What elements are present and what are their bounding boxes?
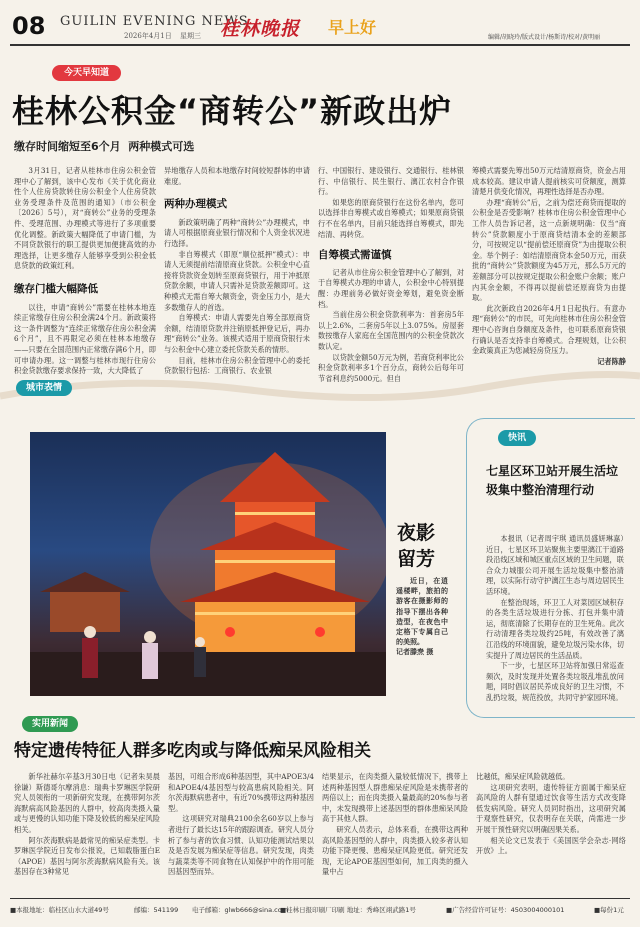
health-column-3: [322, 772, 468, 878]
subtitle-self-funded: 自筹模式需谨慎: [318, 249, 392, 262]
lead-column-1: [14, 166, 156, 377]
footer-email: 电子邮箱：glwb666@sina.com: [192, 906, 289, 914]
modes-body-1: 新政策明确了两种“商转公”办理模式，申请人可根据原商业银行情况和个人资金状况进行选择。: [164, 217, 310, 248]
quick-body-1: 本报讯（记者周宇琪 通讯员盛妍琳嘉）近日，七星区环卫站聚焦主要里漓江干道路段沿线区域和城区重点区域的卫生问题，联合众力城服公司开展生活垃圾集中整治清理，以实际行动守护漓江生态与周边居民生活环境。: [486, 534, 624, 596]
col3-body-3: 当前住房公积金贷款利率为：首套房5年以上2.6%，二套房5年以上3.075%。房屋套数按缴存人家庭在全国范围内的公积金贷款次数认定。: [318, 310, 464, 351]
health-c3b: 研究人员表示，总体来看，在携带这两种高风险基因型的人群中，肉类摄入较多者认知功能下降更慢、患痴呆症风险更低。研究还发现，无论APOE基因型如何，加工肉类的摄入量中占: [322, 824, 468, 877]
health-c4c: 相关论文已发表于《美国医学会杂志·网络开放》上。: [476, 835, 626, 856]
lead-threshold-body: 以往，申请“商转公”需要在桂林本地连续正常缴存住房公积金满24个月。新政策将这一条件调整为“连续正常缴存住房公积金满6个月”，且不再限定必须在桂林本地缴存——只要在全国范围内正常缴存满6个月，即可申请办理。这一调整与桂林市现行住房公积金贷款缴存要求保持一致，大大降低了: [14, 302, 156, 376]
subtitle-threshold: 缴存门槛大幅降低: [14, 282, 98, 295]
col2-top: 异地缴存人员和本地缴存时间较短群体的申请难度。: [164, 166, 310, 186]
footer-address: ■本报地址：临桂区山水大道49号: [10, 906, 109, 914]
lead-column-2: [164, 166, 310, 377]
health-column-2: [168, 772, 314, 878]
pavilion-illustration: [30, 432, 386, 696]
today-tag: 今天早知道: [52, 65, 121, 81]
quick-body: [486, 534, 624, 704]
quick-tag: 快讯: [498, 430, 536, 446]
photo-caption: [396, 576, 448, 658]
footer-bar: [10, 903, 630, 917]
col3-body-1: 如果您的原商贷银行在这份名单内，您可以选择非自筹模式或自筹模式；如果原商贷银行不在名单内，目前只能选择自筹模式，即先结清、再转贷。: [318, 197, 464, 239]
lead-headline: 桂林公积金“商转公”新政出炉: [12, 92, 453, 130]
col4-body-2: 此次新政自2026年4月1日起执行。有意办理“商转公”的市民，可先向桂林市住房公积金管理中心咨询自身额度及条件，也可联系原商贷银行确认是否支持非自筹模式。合理规划，让公积金政策真正为您减轻房贷压力。: [472, 303, 626, 356]
lead-column-3: [318, 166, 464, 384]
col3-body-4: 以贷款金额50万元为例，若商贷利率比公积金贷款利率多1个百分点，商转公后每年可节省利息约5000元。但自: [318, 352, 464, 383]
health-column-1: [14, 772, 160, 878]
photo-tag-wrap: [16, 375, 72, 394]
photo-credit: 记者滕焘 摄: [396, 647, 434, 657]
health-c1: 新华社赫尔辛基3月30日电（记者朱昊晨 徐谦）斯德哥尔摩消息：瑞典卡罗琳医学院研究人员领衔的一项新研究发现，在携带阿尔茨海默病高风险基因的人群中，较高肉类摄入量或与更慢的认知功能下降及较低的痴呆症风险相关。: [14, 772, 160, 834]
photo-title: 夜影留芳: [397, 522, 436, 570]
section-name: 早上好: [328, 18, 377, 37]
health-c2: 基因，可组合形成6种基因型，其中APOE3/4和APOE4/4基因型与较高患病风险相关。阿尔茨海默病患者中，有近70%携带这两种基因型。: [168, 772, 314, 813]
divider-wave: [0, 368, 640, 408]
issue-date: 2026年4月1日: [124, 32, 172, 40]
health-tag: 实用新闻: [22, 716, 78, 732]
health-c2b: 这项研究对瑞典2100余名60岁以上参与者进行了最长达15年的跟踪调查。研究人员分析了参与者的饮食习惯、认知功能测试结果以及是否发展为痴呆症等信息。研究发现，肉类与蔬菜类等不同食物在认知保护中的作用可能因基因型而异。: [168, 814, 314, 877]
health-tag-wrap: [22, 711, 78, 730]
photo-tag: 城市表情: [16, 380, 72, 396]
health-column-4: [476, 772, 626, 857]
footer-printer: ■桂林日报印刷厂印刷 地址：秀峰区翊武路1号: [280, 906, 416, 914]
modes-body-3: 自筹模式：申请人需要先自筹全部原商贷余额，结清原贷款并注销原抵押登记后，再办理“商转公”业务。该模式适用于原商贷银行未与公积金中心建立委托贷款关系的情形。: [164, 313, 310, 354]
quick-body-2: 在整治现场，环卫工人对菜园区域积存的各类生活垃圾进行分拣、打包并集中清运，彻底清除了长期存在的卫生死角。此次行动清理各类垃圾约25吨，有效改善了漓江沿线的环境面貌，避免垃圾污染水体，切实提升了周边居民的生活品质。: [486, 597, 624, 660]
health-c4: 比越低，痴呆症风险就越低。: [476, 772, 570, 781]
quick-tag-wrap: [498, 425, 536, 444]
col4-top: 筹模式需要先筹出50万元结清原商贷，资金占用成本较高。建议申请人提前核实可贷额度，测算清楚月供变化情况，再理性选择是否办理。: [472, 166, 626, 197]
quick-body-3: 下一步，七星区环卫站将加强日常巡查频次，及时发现并处置各类垃圾乱堆乱放问题，同时倡议居民养成良好的卫生习惯，不乱扔垃圾，规范投放，共同守护家园环境。: [486, 661, 624, 702]
lead-intro: 3月31日，记者从桂林市住房公积金管理中心了解到，该中心发布《关于优化商业性个人住房贷款转住房公积金个人住房贷款业务受理条件及范围的通知》（市公积金〔2026〕5号），对“商转公”业务的受理条件、受理范围、办理模式等进行了多项重要优化调整。新政策大幅降低了申请门槛，为不同贷款银行的职工提供更加便捷高效的办理选择，让更多缴存人能够享受到公积金低息贷款的政策红利。: [14, 166, 156, 271]
subtitle-modes: 两种办理模式: [164, 198, 227, 211]
health-c3: 结果显示，在肉类摄入量较低情况下，携带上述两种基因型人群患痴呆症风险是未携带者的两倍以上；而在肉类摄入量最高的20%参与者中，未发现携带上述基因型的群体患痴呆风险高于其他人群。: [322, 772, 468, 824]
col3-top: 行、中国银行、建设银行、交通银行、桂林银行、中信银行、民生银行、漓江农村合作银行。: [318, 166, 464, 197]
paper-name: GUILIN EVENING NEWS: [60, 14, 249, 29]
brand-logo: 桂林晚报: [220, 18, 301, 40]
lead-column-4: [472, 166, 626, 367]
health-c1b: 阿尔茨海默病是最常见的痴呆症类型。卡罗琳医学院近日发布公报说，已知载脂蛋白E（APOE）基因与阿尔茨海默病风险有关。该基因存在3种常见: [14, 835, 160, 877]
footer-license: ■广告经营许可证号：4503004000101: [446, 906, 565, 914]
editor-credits: 编辑/胡晓玲/版式设计/杨斯诗/校对/黄明丽: [488, 34, 601, 41]
modes-body-4: 目前，桂林市住房公积金管理中心的委托贷款银行包括：工商银行、农业银: [164, 355, 310, 376]
lead-tag: [52, 60, 121, 79]
page-number: 08: [12, 12, 46, 40]
header-rule: [10, 44, 630, 46]
footer-rule: [10, 898, 630, 899]
quick-headline: 七星区环卫站开展生活垃圾集中整治清理行动: [486, 464, 619, 497]
issue-weekday: 星期三: [180, 32, 201, 40]
lead-byline: 记者陈静: [597, 356, 626, 366]
page-header: [0, 0, 640, 44]
col4-body-1: 办理“商转公”后，之前为偿还商贷而提取的公积金是否受影响？桂林市住房公积金管理中心工作人员告诉记者，这一点新规明确：仅当“商转公”贷款额度小于原商贷结清本金的差额部分，可按规定以“提前偿还原商贷”为由提取公积金。举个例子：如结清原商贷本金50万元，而获批的“商转公”贷款额度为45万元，那么5万元的差额部分可以按规定提取公积金账户余额；账户内其余金额，不得再以提前偿还原商贷为由提取。: [472, 197, 626, 303]
footer-postcode: 邮编：541199: [134, 906, 179, 914]
footer-price: ■每份1元: [594, 906, 624, 914]
health-headline: 特定遗传特征人群多吃肉或与降低痴呆风险相关: [14, 741, 371, 761]
lead-subhead: 缴存时间缩短至6个月 两种模式可选: [14, 140, 195, 153]
modes-body-2: 非自筹模式（即原“顺位抵押”模式）：申请人无须提前结清原商业贷款。公积金中心直接将贷款资金划转至原商贷银行，用于冲抵原贷款余额，申请人只需补足贷款差额即可。这种模式无需自筹大额资金，资金压力小，是大多数缴存人的首选。: [164, 249, 310, 312]
col3-body-2: 记者从市住房公积金管理中心了解到，对于自筹模式办理的申请人，公积金中心特别提醒：办理前务必做好资金筹划，避免资金断档。: [318, 267, 464, 309]
caption-text: 近日，在逍遥楼畔，旅拍的游客在摄影师的指导下摆出各种造型，在夜色中定格下专属自己的美照。: [396, 576, 448, 647]
health-c4b: 这项研究表明，遗传特征方面属于痴呆症高风险的人群有望通过饮食等生活方式改变降低发病风险。研究人员同时指出，这项研究属于观察性研究，仅表明存在关联，尚需进一步开展干预性研究以明确因果关系。: [476, 782, 626, 834]
night-photo: [30, 432, 386, 696]
